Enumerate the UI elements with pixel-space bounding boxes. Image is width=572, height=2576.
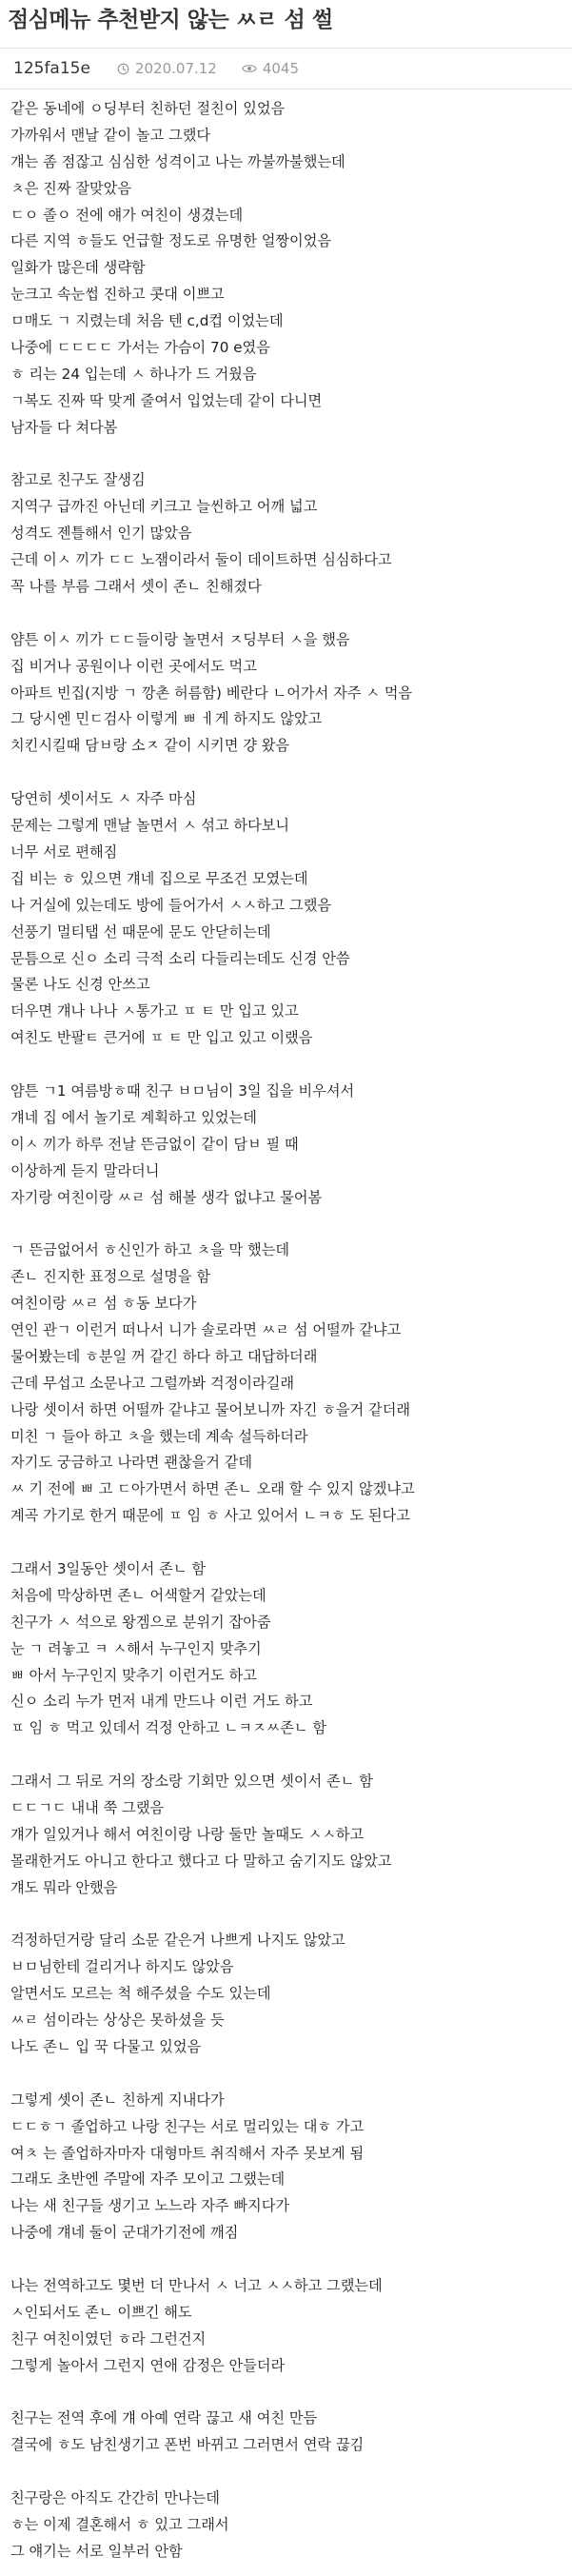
body-text-line: 문제는 그렇게 맨날 놀면서 ㅅ 섞고 하다보니 — [10, 817, 290, 835]
clock-icon — [117, 63, 129, 75]
body-text-line: 근데 이ㅅ 끼가 ㄷㄷ 노잼이라서 둘이 데이트하면 심심하다고 — [10, 551, 392, 569]
author-name[interactable]: 125fa15e — [13, 59, 90, 78]
body-text-line: 걔는 좀 점잖고 심심한 성격이고 나는 까불까불했는데 — [10, 152, 345, 170]
blank-line — [10, 1902, 567, 1929]
body-text-line: 친구가 ㅅ 석으로 왕겜으로 분위기 잡아줌 — [10, 1613, 271, 1631]
body-text-line: 이상하게 듣지 말라더니 — [10, 1161, 160, 1179]
body-text-line: 나 거실에 있는데도 방에 들어가서 ㅅㅅ하고 그랬음 — [10, 896, 332, 914]
body-text-line: 집 비거나 공원이나 이런 곳에서도 먹고 — [10, 657, 257, 675]
body-text-line: 자기도 궁금하고 나라면 괜찮을거 같데 — [10, 1454, 253, 1472]
post-body — [10, 96, 567, 2566]
body-text-line: 알면서도 모르는 척 해주셨을 수도 있는데 — [10, 1985, 271, 2003]
body-text-line: 나는 새 친구들 생기고 노느라 자주 빠지다가 — [10, 2197, 290, 2215]
body-text-line: 연인 관ㄱ 이런거 떠나서 니가 솔로라면 ㅆㄹ 섬 어떨까 같냐고 — [10, 1320, 402, 1338]
body-text-line: 몰래한거도 아니고 한다고 했다고 다 말하고 숨기지도 않았고 — [10, 1852, 392, 1870]
blank-line — [10, 1742, 567, 1769]
body-text-line: 그렇게 놀아서 그런지 연애 감정은 안들더라 — [10, 2356, 286, 2374]
body-text-line: 선풍기 멀티탭 선 때문에 문도 안닫히는데 — [10, 922, 271, 941]
body-text-line: 나랑 셋이서 하면 어떨까 같냐고 물어보니까 자긴 ㅎ을거 같더래 — [10, 1400, 411, 1418]
body-text-line: 걔가 일있거나 해서 여친이랑 나랑 둘만 놀때도 ㅅㅅ하고 — [10, 1825, 365, 1843]
body-text-line: 미친 ㄱ 들아 하고 ㅊ을 했는데 계속 설득하더라 — [10, 1427, 308, 1445]
body-text-line: 당연히 셋이서도 ㅅ 자주 마심 — [10, 790, 197, 808]
body-text-line: 같은 동네에 ㅇ딩부터 친하던 절친이 있었음 — [10, 100, 286, 117]
body-text-line: 남자들 다 쳐다봄 — [10, 418, 118, 436]
view-count — [242, 60, 299, 77]
body-text-line: 집 비는 ㅎ 있으면 걔네 집으로 무조건 모였는데 — [10, 869, 308, 887]
body-text-line: 지역구 급까진 아닌데 키크고 늘씬하고 어깨 넓고 — [10, 498, 318, 516]
body-text-line: 눈 ㄱ 려놓고 ㅋ ㅅ해서 누구인지 맞추기 — [10, 1639, 262, 1657]
blank-line — [10, 2061, 567, 2088]
post-date — [117, 60, 217, 77]
body-text-line: 그 당시엔 민ㄷ검사 이렇게 ㅃ ㅔ게 하지도 않았고 — [10, 710, 323, 728]
body-text-line: 친구는 전역 후에 걔 아예 연락 끊고 새 여친 만듬 — [10, 2409, 318, 2427]
post-title: 점심메뉴 추천받지 않는 ㅆㄹ 섬 썰 — [8, 8, 333, 32]
body-text-line: 처음에 막상하면 존ㄴ 어색할거 같았는데 — [10, 1586, 266, 1604]
body-text-line: ㅊ은 진짜 잘맞았음 — [10, 179, 132, 197]
blank-line — [10, 1530, 567, 1556]
body-text-line: 아파트 빈집(지방 ㄱ 깡촌 허름함) 베란다 ㄴ어가서 자주 ㅅ 먹음 — [10, 684, 413, 702]
blank-line — [10, 2459, 567, 2486]
body-text-line: 다른 지역 ㅎ들도 언급할 정도로 유명한 얼짱이었음 — [10, 232, 332, 250]
body-text-line: 참고로 친구도 잘생김 — [10, 471, 146, 489]
body-text-line: ㅁ매도 ㄱ 지렸는데 처음 텐 c,d컵 이었는데 — [10, 312, 284, 330]
body-text-line: 계곡 가기로 한거 때문에 ㅍ 임 ㅎ 사고 있어서 ㄴㅋㅎ 도 된다고 — [10, 1507, 410, 1525]
body-text-line: ㅆ 기 전에 ㅃ 고 ㄷ아가면서 하면 존ㄴ 오래 할 수 있지 않겠냐고 — [10, 1480, 415, 1498]
post-date-text: 2020.07.12 — [134, 60, 217, 77]
body-text-line: 존ㄴ 진지한 표정으로 설명을 함 — [10, 1268, 211, 1286]
body-text-line: ㅎ 리는 24 입는데 ㅅ 하나가 드 거웠음 — [10, 365, 257, 383]
eye-icon — [242, 63, 257, 74]
body-text-line: ㄱ복도 진짜 딱 맞게 줄여서 입었는데 같이 다니면 — [10, 391, 323, 409]
body-text-line: ㅅ인되서도 존ㄴ 이쁘긴 해도 — [10, 2303, 192, 2321]
blank-line — [10, 1211, 567, 1238]
blank-line — [10, 442, 567, 468]
body-text-line: 얌튼 ㄱ1 여름방ㅎ때 친구 ㅂㅁ님이 3일 집을 비우셔서 — [10, 1081, 355, 1100]
body-text-line: 자기랑 여친이랑 ㅆㄹ 섬 해볼 생각 없냐고 물어봄 — [10, 1188, 323, 1206]
body-text-line: 걔도 뭐라 안했음 — [10, 1878, 118, 1896]
body-text-line: 나중에 걔네 둘이 군대가기전에 깨짐 — [10, 2224, 239, 2242]
body-text-line: ㄷㄷㄱㄷ 내내 쭉 그랬음 — [10, 1799, 165, 1816]
body-text-line: ㅃ 아서 누구인지 맞추기 이런거도 하고 — [10, 1666, 257, 1684]
body-text-line: 그래서 그 뒤로 거의 장소랑 기회만 있으면 셋이서 존ㄴ 함 — [10, 1773, 373, 1791]
body-text-line: 나도 존ㄴ 입 꾹 다물고 있었음 — [10, 2038, 202, 2056]
blank-line — [10, 2380, 567, 2407]
body-text-line: ㅎ는 이제 결혼해서 ㅎ 있고 그래서 — [10, 2516, 229, 2534]
body-text-line: 치킨시킬때 담ㅂ랑 소ㅈ 같이 시키면 걍 왔음 — [10, 737, 290, 755]
post-meta-bar — [0, 48, 572, 89]
body-text-line: 결국에 ㅎ도 남친생기고 폰번 바뀌고 그러면서 연락 끊김 — [10, 2436, 365, 2454]
body-text-line: 물론 나도 신경 안쓰고 — [10, 976, 150, 994]
body-text-line: 너무 서로 편해짐 — [10, 842, 118, 861]
body-text-line: 걔네 집 에서 놀기로 계획하고 있었는데 — [10, 1108, 257, 1126]
blank-line — [10, 760, 567, 786]
body-text-line: 그 얘기는 서로 일부러 안함 — [10, 2542, 183, 2560]
body-text-line: 얌튼 이ㅅ 끼가 ㄷㄷ들이랑 놀면서 ㅈ딩부터 ㅅ을 했음 — [10, 630, 350, 648]
body-text-line: 그렇게 셋이 존ㄴ 친하게 지내다가 — [10, 2091, 225, 2109]
body-text-line: 그래서 3일동안 셋이서 존ㄴ 함 — [10, 1559, 207, 1577]
body-text-line: 신ㅇ 소리 누가 먼저 내게 만드나 이런 거도 하고 — [10, 1693, 313, 1711]
body-text-line: 일화가 많은데 생략함 — [10, 259, 146, 277]
body-text-line: ㅍ 임 ㅎ 먹고 있데서 걱정 안하고 ㄴㅋㅈㅆ존ㄴ 함 — [10, 1719, 327, 1737]
body-text-line: 친구 여친이였던 ㅎ라 그런건지 — [10, 2329, 207, 2348]
body-text-line: 여ㅊ 는 졸업하자마자 대형마트 취직해서 자주 못보게 됨 — [10, 2144, 365, 2162]
body-text-line: 문틈으로 신ㅇ 소리 극적 소리 다들리는데도 신경 안씀 — [10, 949, 350, 967]
body-text-line: 여친이랑 ㅆㄹ 섬 ㅎ동 보다가 — [10, 1295, 197, 1313]
body-text-line: ㄱ 뜬금없어서 ㅎ신인가 하고 ㅊ을 막 했는데 — [10, 1241, 290, 1259]
body-text-line: ㅂㅁ님한테 걸리거나 하지도 않았음 — [10, 1958, 234, 1976]
blank-line — [10, 2247, 567, 2273]
body-text-line: 가까워서 맨날 같이 놀고 그랬다 — [10, 126, 211, 144]
body-text-line: 여친도 반팔ㅌ 큰거에 ㅍ ㅌ 만 입고 있고 이랬음 — [10, 1029, 313, 1047]
body-text-line: 더우면 걔나 나나 ㅅ통가고 ㅍ ㅌ 만 입고 있고 — [10, 1002, 299, 1020]
body-text-line: ㄷㄷㅎㄱ 졸업하고 나랑 친구는 서로 멀리있는 대ㅎ 가고 — [10, 2117, 365, 2135]
body-text-line: 걱정하던거랑 달리 소문 같은거 나쁘게 나지도 않았고 — [10, 1932, 345, 1950]
body-text-line: 그래도 초반엔 주말에 자주 모이고 그랬는데 — [10, 2170, 286, 2189]
blank-line — [10, 1052, 567, 1079]
body-text-line: 나는 전역하고도 몇번 더 만나서 ㅅ 너고 ㅅㅅ하고 그랬는데 — [10, 2277, 383, 2295]
body-text-line: 근데 무섭고 소문나고 그럴까봐 걱정이라길래 — [10, 1374, 295, 1392]
body-text-line: 나중에 ㄷㄷㄷㄷ 가서는 가슴이 70 e였음 — [10, 339, 270, 357]
body-text-line: 물어봤는데 ㅎ분일 꺼 같긴 하다 하고 대답하더래 — [10, 1347, 318, 1365]
body-text-line: 꼭 나를 부름 그래서 셋이 존ㄴ 친해졌다 — [10, 578, 262, 596]
body-text-line: 이ㅅ 끼가 하루 전날 뜬금없이 같이 담ㅂ 필 때 — [10, 1135, 299, 1153]
body-text-line: 친구랑은 아직도 간간히 만나는데 — [10, 2489, 220, 2507]
body-text-line: ㄷㅇ 졸ㅇ 전에 얘가 여친이 생겼는데 — [10, 206, 244, 224]
body-text-line: 성격도 젠틀해서 인기 많았음 — [10, 525, 192, 543]
body-text-line: 눈크고 속눈썹 진하고 콧대 이쁘고 — [10, 286, 225, 304]
blank-line — [10, 601, 567, 627]
view-count-text: 4045 — [262, 60, 300, 77]
body-text-line: ㅆㄹ 섬이라는 상상은 못하셨을 듯 — [10, 2011, 225, 2030]
